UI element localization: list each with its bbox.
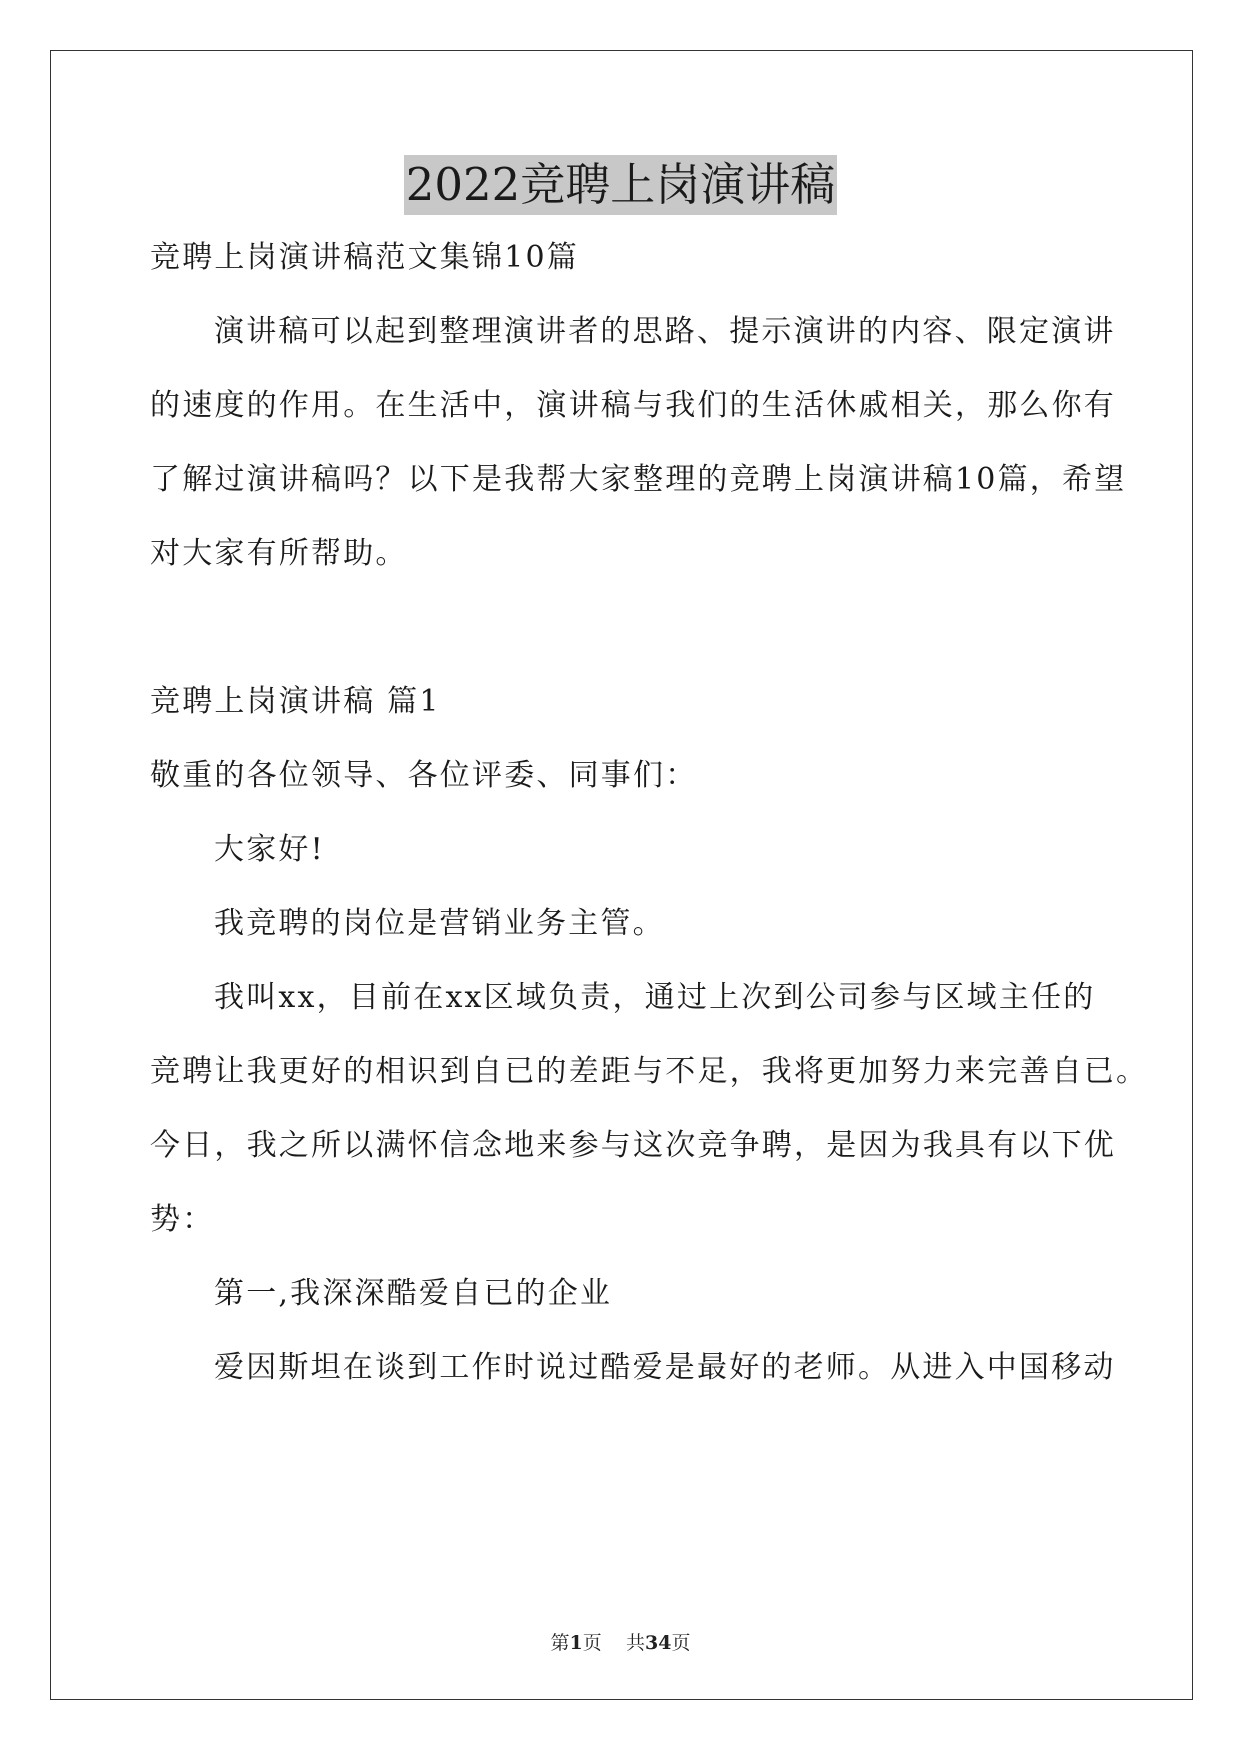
intro-line-1: 演讲稿可以起到整理演讲者的思路、提示演讲的内容、限定演讲 [214,314,1116,349]
total-prefix: 共 [625,1632,645,1654]
intro-line-4: 对大家有所帮助。 [150,536,408,571]
body-line: 势： [150,1202,215,1237]
subtitle: 竞聘上岗演讲稿范文集锦10篇 [150,240,579,275]
point-heading: 第一,我深深酷爱自已的企业 [214,1276,613,1311]
page-border [50,50,1193,1700]
body-line: 爱因斯坦在谈到工作时说过酷爱是最好的老师。从进入中国移动 [214,1350,1116,1385]
intro-line-2: 的速度的作用。在生活中，演讲稿与我们的生活休戚相关，那么你有 [150,388,1116,423]
body-line: 竞聘让我更好的相识到自已的差距与不足，我将更加努力来完善自已。 [150,1054,1149,1089]
body-line: 今日，我之所以满怀信念地来参与这次竞争聘，是因为我具有以下优 [150,1128,1116,1163]
intro-line-3: 了解过演讲稿吗？以下是我帮大家整理的竞聘上岗演讲稿10篇，希望 [150,462,1127,497]
salutation: 敬重的各位领导、各位评委、同事们： [150,758,698,793]
body-line: 我叫xx，目前在xx区域负责，通过上次到公司参与区域主任的 [214,980,1096,1015]
page-suffix: 页 [582,1632,602,1654]
total-suffix: 页 [671,1632,691,1654]
document-title: 2022竞聘上岗演讲稿 [404,155,838,215]
section-heading: 竞聘上岗演讲稿 篇1 [150,684,441,719]
title-container [0,155,1241,215]
greeting: 大家好! [214,832,325,867]
page-prefix: 第 [550,1632,570,1654]
page-footer [0,1630,1241,1656]
page-number: 1 [569,1632,583,1654]
body-line: 我竞聘的岗位是营销业务主管。 [214,906,665,941]
total-pages: 34 [644,1632,672,1654]
